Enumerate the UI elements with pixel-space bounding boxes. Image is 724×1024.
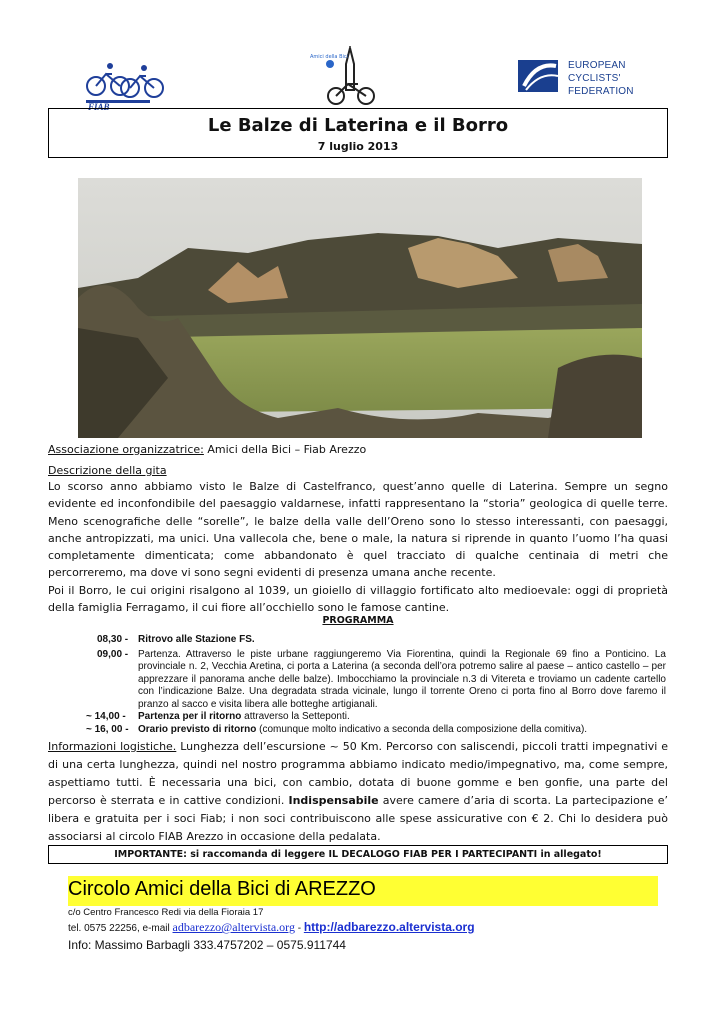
program-item-4-text: (comunque molto indicativo a seconda della composizione della comitiva). xyxy=(256,724,588,735)
association-line xyxy=(48,441,668,458)
logistics-info xyxy=(48,738,668,846)
event-date: 7 luglio 2013 xyxy=(317,140,399,153)
logistics-bold: Indispensabile xyxy=(288,794,379,807)
program-item-3-text: attraverso la Setteponti. xyxy=(241,711,350,722)
title-box xyxy=(48,108,668,158)
program-time: 08,30 - xyxy=(97,634,129,645)
description-text xyxy=(48,478,668,616)
footer-address: c/o Centro Francesco Redi via della Fioraia 17 xyxy=(68,907,264,918)
description-title: Descrizione della gita xyxy=(48,464,167,477)
ecf-line-1: EUROPEAN xyxy=(568,60,626,71)
fiab-logo-caption: FIAB xyxy=(88,102,110,112)
association-value: Amici della Bici – Fiab Arezzo xyxy=(207,443,367,456)
footer-separator: - xyxy=(294,923,304,934)
website-link[interactable]: http://adbarezzo.altervista.org xyxy=(303,920,475,934)
program-title: PROGRAMMA xyxy=(322,615,394,626)
landscape-photo xyxy=(78,178,642,438)
association-label: Associazione organizzatrice: xyxy=(48,443,204,456)
important-notice: IMPORTANTE: si raccomanda di leggere IL DECALOGO FIAB PER I PARTECIPANTI in allegato! xyxy=(48,845,668,864)
footer-title: Circolo Amici della Bici di AREZZO xyxy=(68,878,376,900)
program-time: 09,00 - xyxy=(97,649,129,660)
email-link[interactable]: adbarezzo@altervista.org xyxy=(172,920,295,934)
program-item-4 xyxy=(138,724,678,736)
logistics-label: Informazioni logistiche. xyxy=(48,740,177,753)
logistics-text-2: avere camere d’aria di scorta. La partecipazione e’ libera e gratuita per i soci Fiab; i non soci contribuiscono alle spese assicurative con € 2. Chi lo desidera può associarsi al circolo FIAB Arezzo in occasione della pedalata. xyxy=(48,794,668,843)
amici-della-bici-logo xyxy=(308,44,398,110)
program-item-1: Ritrovo alle Stazione FS. xyxy=(138,634,255,645)
description-paragraph-2: Poi il Borro, le cui origini risalgono al 1039, un gioiello di villaggio fortificato alto medioevale: oggi di proprietà della famiglia Ferragamo, il cui fiore all’occhiello sono le famose cantine. xyxy=(48,583,668,615)
page-title: Le Balze di Laterina e il Borro xyxy=(207,115,509,136)
ecf-logo xyxy=(516,56,636,106)
footer-info: Info: Massimo Barbagli 333.4757202 – 0575.911744 xyxy=(68,938,346,952)
program-item-3 xyxy=(138,711,666,723)
program-time: ~ 16, 00 - xyxy=(86,724,129,735)
program-item-2: Partenza. Attraverso le piste urbane raggiungeremo Via Fiorentina, quindi la Regionale 69 fino a Ponticino. La provinciale n. 2, Vecchia Aretina, ci porta a Laterina (a seconda dell’ora potremo salire al paese – antico castello – per apprezzare il panorama anche delle balze). Imbocchiamo la provinciale n.3 di Vitereta e troviamo un cadente cartello con l’indicazione Balze. Una degradata strada vicinale, lungo il torrente Oreno ci porta fino al Borro dove faremo il pranzo al sacco e visita libera alle botteghe artigianali. xyxy=(138,649,666,710)
footer-phone: tel. 0575 22256, e-mail xyxy=(68,923,173,934)
balze-landscape-image xyxy=(78,178,642,438)
program-item-3-bold: Partenza per il ritorno xyxy=(138,711,242,722)
program-item-4-bold: Orario previsto di ritorno xyxy=(138,724,257,735)
ecf-line-3: FEDERATION xyxy=(568,86,634,97)
description-paragraph-1: Lo scorso anno abbiamo visto le Balze di Castelfranco, quest’anno quelle di Laterina. Sempre un segno evidente ed inconfondibile del paesaggio valdarnese, infatti rappresentano la “storia” geologica di quelle terre. Meno scenografiche delle “sorelle”, le balze della valle dell’Oreno sono lo stesso interessanti, con paesaggi, anche antropizzati, ma unici. Una vallecola che, bene o male, la natura si riprende in quanto l’uomo l’ha quasi completamente dimenticata; come abbandonato è quel tracciato di qualche centinaia di metri che percorreremo, ma dove vi sono segni evidenti di presenza umana anche recente. xyxy=(48,480,668,580)
footer-contacts xyxy=(68,920,475,935)
logistics-text-1: Lunghezza dell’escursione ~ 50 Km. Percorso con saliscendi, piccoli tratti impegnativi e di una certa lunghezza, quindi nel nostro programma abbiamo indicato medio/impegnativo, ma, come sempre, aspettiamo tutti. È necessaria una bici, con cambio, dotata di buone gomme e ben gonfie, una parte del percorso è sterrata e in cattive condizioni. xyxy=(48,740,668,807)
ecf-logo-text xyxy=(568,59,634,98)
program-time: ~ 14,00 - xyxy=(86,711,126,722)
ecf-line-2: CYCLISTS' xyxy=(568,73,621,84)
ecf-emblem-icon xyxy=(516,56,564,98)
amici-logo-caption: Amici della Bici xyxy=(310,54,349,60)
